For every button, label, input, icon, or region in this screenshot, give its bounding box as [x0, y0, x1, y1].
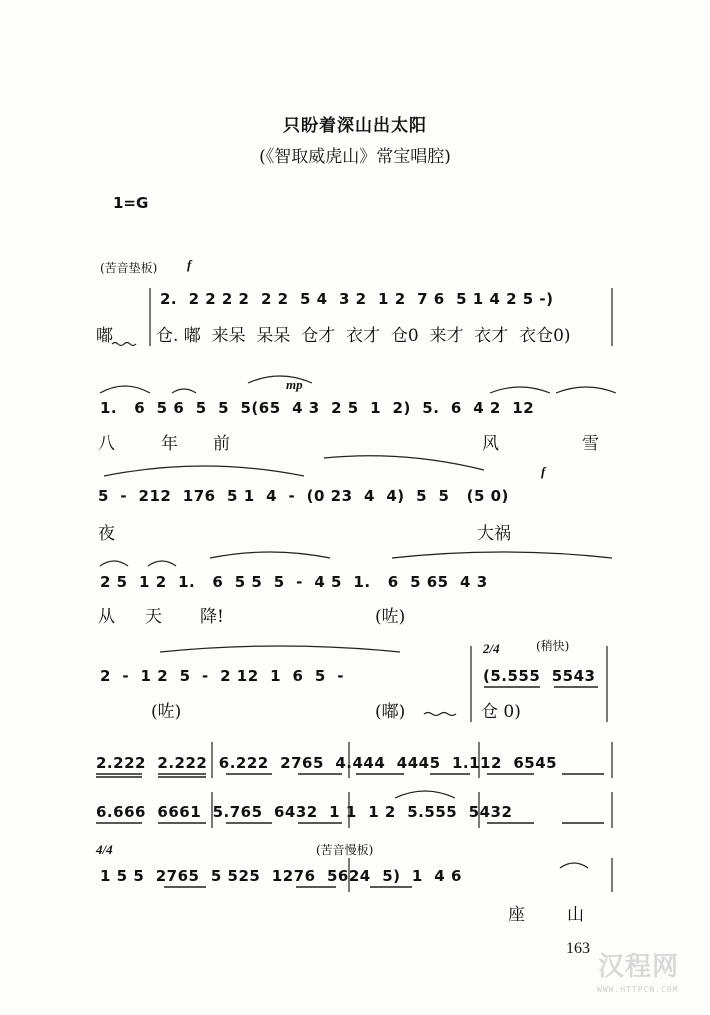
lyric-feng: 风 — [482, 434, 499, 454]
percussion-label-2: (苦音慢板) — [316, 843, 374, 857]
percussion-label-1: (苦音垫板) — [100, 261, 158, 275]
notation-line-5: 2 - 1 2 5 - 2 12 1 6 5 - — [100, 667, 344, 685]
lyric-du: (嘟) — [375, 702, 406, 722]
lyric-cang: 仓 0) — [481, 702, 521, 722]
lyric-dahuo: 大祸 — [477, 524, 511, 544]
percussion-line-1: 仓. 嘟 来呆 呆呆 仓才 衣才 仓0 来才 衣才 衣仓0) — [156, 326, 571, 346]
lyric-xue: 雪 — [582, 434, 599, 454]
dynamic-mark-1: f — [187, 257, 192, 272]
lyric-ba: 八 — [98, 434, 115, 454]
lyric-ya-2: (咗) — [151, 702, 182, 722]
dynamic-mark-2: mp — [286, 377, 303, 392]
lyric-ya-1: (咗) — [375, 607, 406, 627]
percussion-lead-1: 嘟 — [96, 326, 113, 346]
notation-line-3: 5 - 212 176 5 1 4 - (0 23 4 4) 5 5 (5 0) — [98, 487, 509, 505]
lyric-qian: 前 — [213, 434, 230, 454]
lyric-jiang: 降! — [200, 607, 224, 627]
song-subtitle: (《智取威虎山》常宝唱腔) — [259, 147, 451, 167]
lyric-shan: 山 — [567, 905, 584, 925]
notation-line-5-right: (5.555 5543 — [483, 667, 596, 685]
page-number: 163 — [566, 940, 590, 957]
notation-line-7: 6.666 6661 5.765 6432 1 1 1 2 5.555 5432 — [96, 803, 513, 821]
tempo-mark: (稍快) — [536, 639, 570, 653]
lyric-zuo: 座 — [508, 905, 525, 925]
watermark-logo: 汉程网 — [598, 952, 680, 982]
key-signature: 1=G — [113, 194, 149, 212]
watermark-url: WWW.HTTPCN.COM — [597, 985, 679, 994]
notation-line-1: 2. 2 2 2 2 2 2 5 4 3 2 1 2 7 6 5 1 4 2 5 -) — [160, 290, 554, 308]
meter-mark-2-4: 2/4 — [483, 641, 500, 656]
notation-line-8: 1 5 5 2765 5 525 1276 5624 5) 1 4 6 — [100, 867, 462, 885]
trill-mark — [112, 343, 136, 346]
lyric-ye: 夜 — [98, 524, 115, 544]
meter-mark-4-4: 4/4 — [96, 842, 113, 857]
lyric-nian: 年 — [161, 434, 178, 454]
dynamic-mark-3: f — [541, 464, 546, 479]
notation-line-6: 2.222 2.222 6.222 2765 4.444 4445 1.112 6545 — [96, 754, 558, 772]
song-title: 只盼着深山出太阳 — [283, 116, 427, 136]
notation-line-2: 1. 6 5 6 5 5 5(65 4 3 2 5 1 2) 5. 6 4 2 12 — [100, 399, 535, 417]
lyric-tian: 天 — [145, 607, 162, 627]
lyric-cong: 从 — [98, 607, 115, 627]
notation-line-4: 2 5 1 2 1. 6 5 5 5 - 4 5 1. 6 5 65 4 3 — [100, 573, 488, 591]
